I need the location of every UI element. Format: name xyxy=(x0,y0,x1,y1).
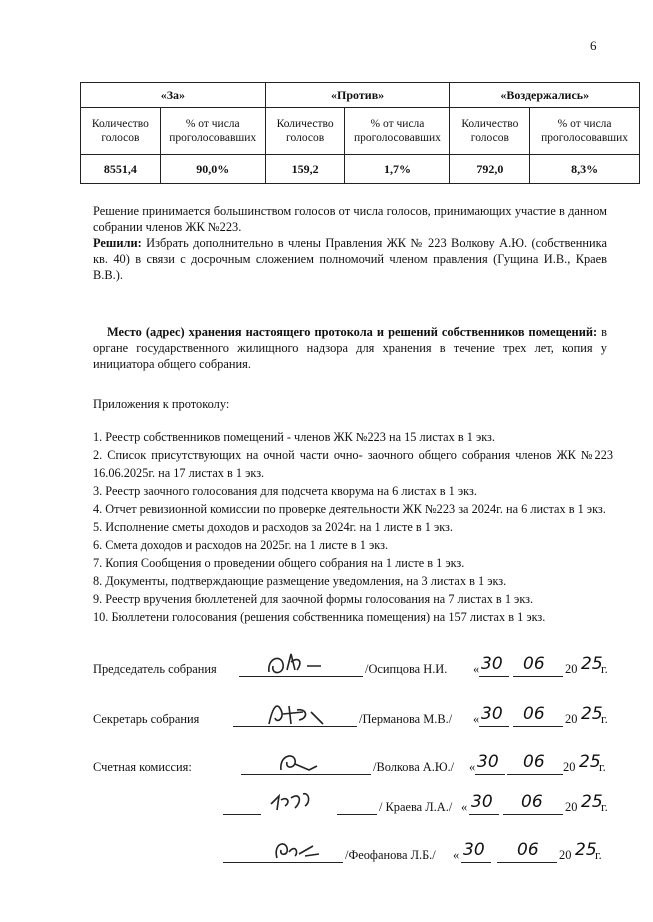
value-cell: 159,2 xyxy=(265,155,345,184)
handwritten-signature-icon xyxy=(263,648,353,680)
group-header-against: «Против» xyxy=(265,83,450,108)
list-item: 4. Отчет ревизионной комиссии по проверке деятельности ЖК №223 за 2024г. на 6 листах в 1 экз. xyxy=(93,502,606,516)
sign-year-prefix: 20 xyxy=(559,848,572,862)
resolved-label: Решили: xyxy=(93,236,142,250)
list-item: 7. Копия Сообщения о проведении общего собрания на 1 листе в 1 экз. xyxy=(93,556,465,570)
quote-open: « xyxy=(453,848,460,862)
sub-header: Количество голосов xyxy=(81,108,161,155)
list-item: 6. Смета доходов и расходов на 2025г. на 1 листе в 1 экз. xyxy=(93,538,389,552)
handwritten-signature-icon xyxy=(269,834,339,866)
resolved-text: Избрать дополнительно в члены Правления ЖК № 223 Волкову А.Ю. (собственника кв. 40) в связи с досрочным сложением полномочий членом правления (Гущина И.В., Краев В.В.). xyxy=(93,236,607,282)
quote-open: « xyxy=(469,760,476,774)
list-item: 8. Документы, подтверждающие размещение уведомления, на 3 листах в 1 экз. xyxy=(93,574,507,588)
sign-year-end: г. xyxy=(599,760,606,774)
storage-label: Место (адрес) хранения настоящего протокола и решений собственников помещений: xyxy=(107,325,598,339)
table-row xyxy=(81,155,640,184)
sub-header: Количество голосов xyxy=(265,108,345,155)
signer-name: / Краева Л.А./ xyxy=(379,800,453,814)
table-subheader-row xyxy=(81,108,640,155)
storage-paragraph xyxy=(93,324,607,372)
signer-name: /Осипцова Н.И. xyxy=(365,662,448,676)
signature-row-commission-3 xyxy=(93,834,633,866)
value-cell: 8551,4 xyxy=(81,155,161,184)
handwritten-signature-icon xyxy=(273,746,333,778)
appendix-list xyxy=(93,428,613,626)
sign-month: 06 xyxy=(523,654,545,674)
sub-header: % от числа проголосовавших xyxy=(530,108,640,155)
sign-year-end: г. xyxy=(601,662,608,676)
sign-month: 06 xyxy=(523,752,545,772)
sign-year-suffix: 25 xyxy=(581,654,603,674)
signature-row-commission-1 xyxy=(93,746,633,778)
sign-day: 30 xyxy=(471,792,493,812)
handwritten-signature-icon xyxy=(263,698,343,730)
list-item: 5. Исполнение сметы доходов и расходов за 2024г. на 1 листе в 1 экз. xyxy=(93,520,453,534)
signer-role: Секретарь собрания xyxy=(93,712,200,726)
decision-paragraph: Решение принимается большинством голосов от числа голосов, принимающих участие в данном собрании членов ЖК №223. xyxy=(93,204,607,234)
sign-month: 06 xyxy=(517,840,539,860)
sign-year-prefix: 20 xyxy=(565,662,578,676)
sign-day: 30 xyxy=(481,654,503,674)
list-item: 3. Реестр заочного голосования для подсчета кворума на 6 листах в 1 экз. xyxy=(93,484,477,498)
sign-year-prefix: 20 xyxy=(565,800,578,814)
sign-year-end: г. xyxy=(601,712,608,726)
list-item: 10. Бюллетени голосования (решения собственника помещения) на 157 листах в 1 экз. xyxy=(93,610,546,624)
sign-year-suffix: 25 xyxy=(581,792,603,812)
sign-year-suffix: 25 xyxy=(575,840,597,860)
signature-row-secretary xyxy=(93,698,633,730)
table-header-row xyxy=(81,83,640,108)
signer-role: Счетная комиссия: xyxy=(93,760,192,774)
page-number: 6 xyxy=(590,38,597,53)
value-cell: 792,0 xyxy=(450,155,530,184)
signer-name: /Волкова А.Ю./ xyxy=(373,760,455,774)
value-cell: 1,7% xyxy=(345,155,450,184)
sign-day: 30 xyxy=(477,752,499,772)
sign-year-suffix: 25 xyxy=(579,752,601,772)
signature-row-commission-2 xyxy=(93,786,633,818)
list-item: 2. Список присутствующих на очной части очно- заочного общего собрания членов ЖК №223 16.06.2025г. на 17 листах в 1 экз. xyxy=(93,448,613,480)
sub-header: % от числа проголосовавших xyxy=(160,108,265,155)
handwritten-signature-icon xyxy=(265,786,335,818)
signer-name: /Перманова М.В./ xyxy=(359,712,453,726)
quote-open: « xyxy=(473,662,480,676)
list-item: 9. Реестр вручения бюллетеней для заочной формы голосования на 7 листах в 1 экз. xyxy=(93,592,534,606)
group-header-abstained: «Воздержались» xyxy=(450,83,640,108)
sign-year-end: г. xyxy=(601,800,608,814)
sign-day: 30 xyxy=(481,704,503,724)
signature-row-chairman xyxy=(93,648,633,680)
sub-header: Количество голосов xyxy=(450,108,530,155)
quote-open: « xyxy=(473,712,480,726)
storage-text: в органе государственного жилищного надзора для хранения в течение трех лет, копия у инициатора общего собрания. xyxy=(93,325,608,371)
sign-month: 06 xyxy=(523,704,545,724)
value-cell: 90,0% xyxy=(160,155,265,184)
vote-results-table xyxy=(80,82,640,184)
sub-header: % от числа проголосовавших xyxy=(345,108,450,155)
signer-role: Председатель собрания xyxy=(93,662,217,676)
resolved-paragraph xyxy=(93,235,607,283)
sign-month: 06 xyxy=(521,792,543,812)
sign-year-prefix: 20 xyxy=(565,712,578,726)
sign-year-prefix: 20 xyxy=(563,760,576,774)
sign-day: 30 xyxy=(463,840,485,860)
list-item: 1. Реестр собственников помещений - членов ЖК №223 на 15 листах в 1 экз. xyxy=(93,430,495,444)
signer-name: /Феофанова Л.Б./ xyxy=(345,848,436,862)
value-cell: 8,3% xyxy=(530,155,640,184)
appendix-title: Приложения к протоколу: xyxy=(93,397,230,411)
sign-year-end: г. xyxy=(595,848,602,862)
sign-year-suffix: 25 xyxy=(581,704,603,724)
group-header-for: «За» xyxy=(81,83,266,108)
quote-open: « xyxy=(461,800,468,814)
